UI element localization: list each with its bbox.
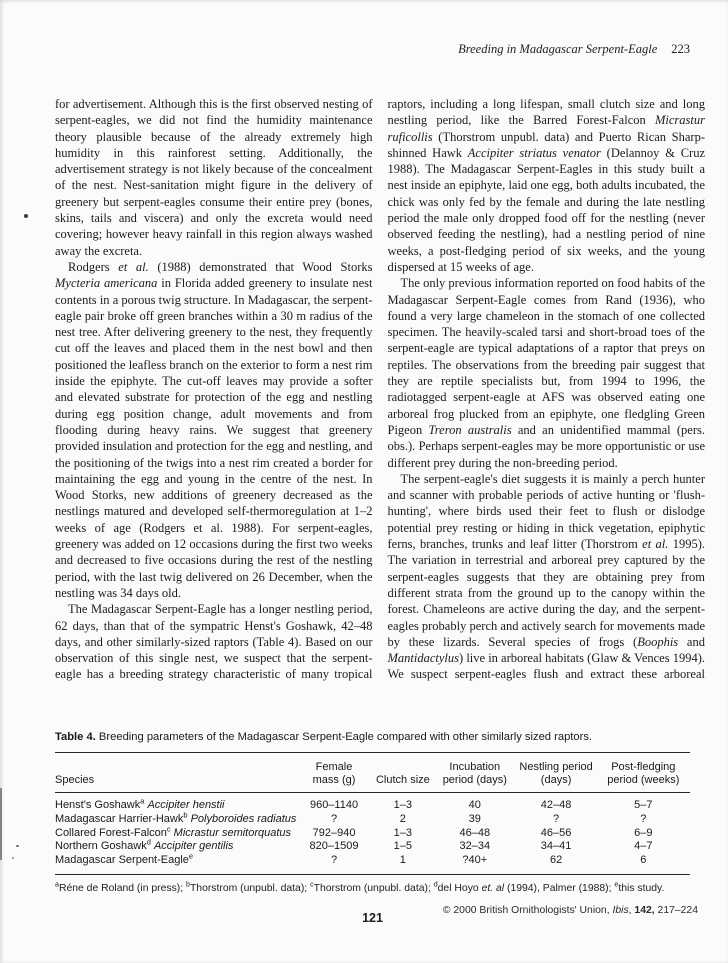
left-column (55, 96, 373, 716)
column-header: Clutch size (372, 753, 434, 793)
text-segment: Henst's Goshawk (55, 799, 141, 811)
text-segment: et. al (481, 882, 505, 894)
table-row (55, 854, 690, 874)
text-segment: a (55, 881, 59, 889)
text-segment: c (310, 881, 314, 889)
value-cell: 1 (399, 854, 406, 867)
table-header-row (55, 753, 690, 793)
paragraph (388, 471, 706, 683)
text-segment: and (678, 634, 705, 649)
text-segment: Breeding parameters of the Madagascar Serpent-Eagle compared with other similarly sized raptors. (95, 731, 593, 743)
text-segment: The Madagascar Serpent-Eagle has a longer nestling period, 62 days, than that of the sympatric Henst's Goshawk, 42–48 days, and other similarly-sized raptors (Table 4). Based on our observation of this single nest, we suspect that the serpent-eagle has a breeding strategy characteristic of many tropical (55, 602, 373, 682)
text-segment: a (140, 796, 145, 806)
paragraph (55, 259, 373, 601)
text-segment: © 2000 British Ornithologists' Union, (442, 905, 613, 916)
value-cell: 6 (640, 854, 647, 867)
table-header-row (55, 753, 690, 793)
scan-speck (12, 857, 14, 859)
text-segment: Réne de Roland (in press); (58, 882, 186, 894)
text-segment: e (614, 881, 619, 889)
text-segment: (1988) demonstrated that Wood Storks (148, 259, 373, 274)
value-cell: 960–1140 (309, 799, 359, 811)
column-header: Post-fledging period (weeks) (597, 753, 690, 793)
species-cell (55, 793, 296, 813)
text-segment: b (183, 810, 188, 820)
text-segment: (1994), Palmer (1988); (504, 882, 615, 894)
table-row (55, 840, 690, 854)
copyright-line (443, 905, 698, 916)
table-body (55, 793, 690, 875)
text-segment: Micrastur ruficollis (387, 113, 705, 144)
body-columns (55, 96, 705, 716)
value-cell: ?40+ (462, 854, 488, 867)
value-cell: ? (330, 812, 338, 825)
text-segment: Madagascar Harrier-Hawk (55, 812, 184, 825)
value-cell: ? (553, 812, 560, 825)
table-caption (55, 730, 690, 744)
running-head (55, 42, 705, 58)
text-segment: (Thorstrom unpubl. data) and Puerto Rican Sharp-shinned Hawk (387, 129, 705, 160)
value-cell: 1–5 (393, 840, 413, 853)
running-head-title: Breeding in Madagascar Serpent-Eagle (458, 42, 658, 56)
text-segment: et al. (642, 537, 669, 552)
value-cell: ? (330, 854, 338, 867)
text-segment: Accipiter henstii (147, 799, 225, 811)
text-segment: Polyboroides radiatus (190, 812, 297, 825)
value-cell: 34–41 (540, 840, 572, 853)
text-segment: Mycteria americana (55, 276, 158, 291)
value-cell: 1–3 (393, 826, 413, 839)
text-segment: and an unidentified mammal (pers. obs.). Perhaps serpent-eagles may be more opportunistic or use different prey during the non-breeding period. (387, 422, 705, 470)
column-header: Incubation period (days) (434, 753, 515, 793)
text-segment: Accipiter gentilis (153, 840, 234, 853)
page-number: 121 (362, 910, 383, 925)
value-cell: 6–9 (634, 826, 653, 839)
text-segment: Mantidactylus (387, 651, 460, 666)
value-cell: 46–48 (459, 826, 491, 839)
species-cell (55, 837, 296, 854)
column-header: Female mass (g) (296, 753, 371, 793)
value-cell: 40 (468, 799, 481, 811)
text-segment: d (433, 881, 438, 889)
text-segment: Treron australis (428, 422, 512, 437)
text-segment: The serpent-eagle's diet suggests it is mainly a perch hunter and scanner with probable periods of active hunting or 'flush-hunting', where birds used their feet to flush or dislodge potential prey resting or hiding in thick vegetation, epiphytic ferns, branches, trunks and leaf litter (Thorstrom (387, 471, 705, 552)
table-footnote (55, 882, 690, 895)
scan-edge-artifact (0, 788, 2, 860)
value-cell: 32–34 (459, 840, 491, 853)
text-segment: this study. (618, 882, 665, 894)
text-segment: Boophis (637, 634, 679, 649)
right-column (388, 96, 706, 716)
text-segment: 1995). The variation in terrestrial and arboreal prey captured by the serpent-eagles suggests that they are obtaining prey from different strata from the ground up to the canopy within the forest. Chameleons are active during the day, and the serpent-eagles probably perch and actively search for movements made by these lizards. Several species of frogs ( (387, 537, 705, 649)
species-cell (55, 810, 297, 827)
table-row (55, 793, 690, 813)
paragraph (388, 96, 706, 275)
text-segment: for advertisement. Although this is the first observed nesting of serpent-eagles, we did not find the humidity maintenance theory plausible because of the already extremely high humidity in this rainforest setting. Additionally, the advertisement strategy is not likely because of the concealment of the nest. Nest-sanitation might figure in the delivery of greenery but serpent-eagles consume their entire prey (bones, skins, tails and viscera) and only the excreta would need covering; however heavy rainfall in this region always washed away the excreta. (55, 97, 373, 258)
text-segment: 142, (634, 905, 655, 916)
text-segment: ) live in arboreal habitats (Glaw & Vences 1994). We suspect serpent-eagles flush and extract these arboreal (387, 651, 705, 682)
value-cell: 39 (468, 812, 481, 825)
text-segment: c (166, 823, 171, 833)
text-segment: Ibis (612, 905, 629, 916)
text-segment: Table 4. (55, 731, 96, 743)
text-segment: d (146, 837, 151, 847)
column-header: Nestling period (days) (516, 753, 597, 793)
text-segment: in Florida added greenery to insulate nest contents in a porous twig structure. In Madagascar, the serpent-eagle pair broke off green branches within a 30 m radius of the nest tree. After delivering greenery to the nest, they frequently cut off the leaves and placed them in the nest bowl and then positioned the leafless branch on the exterior to form a nest rim inside the epiphyte. The cut-off leaves may provide a softer and elevated substrate for protection of the egg and nestling during egg position change, adult movements and from flooding during heavy rains. We suggest that greenery provided insulation and protection for the egg and nestling, and the positioning of the twigs into a nest rim created a border for maintaining the egg and young in the centre of the nest. In Wood Storks, new additions of greenery decreased as the nestlings matured and developed self-thermoregulation at 1–2 weeks of age (Rodgers et al. 1988). For serpent-eagles, greenery was added on 12 occasions during the first two weeks and decreased to five occasions during the rest of the nestling period, with the last twig delivered on 26 December, when the nestling was 34 days old. (55, 276, 373, 600)
value-cell: 820–1509 (309, 840, 359, 853)
value-cell: 4–7 (634, 840, 653, 853)
value-cell: 5–7 (634, 799, 653, 811)
value-cell: ? (640, 812, 647, 825)
value-cell: 62 (549, 854, 563, 867)
text-segment: 217–224 (654, 905, 698, 916)
table-row (55, 813, 690, 827)
breeding-parameters-table (55, 752, 690, 875)
table-4-section (55, 730, 690, 895)
paragraph (55, 96, 373, 259)
value-cell: 1–3 (393, 799, 413, 811)
text-segment: Thorstrom (unpubl. data); (189, 882, 311, 894)
text-segment: Rodgers (68, 259, 119, 274)
species-cell (55, 823, 296, 841)
text-segment: Collared Forest-Falcon (55, 826, 167, 839)
column-header: Species (55, 753, 296, 793)
text-segment: Micrastur semitorquatus (173, 826, 292, 839)
species-cell (55, 851, 296, 874)
text-segment: Northern Goshawk (55, 840, 147, 853)
text-segment: , (628, 905, 635, 916)
paragraph (55, 601, 373, 682)
text-segment: (Delannoy & Cruz 1988). The Madagascar Serpent-Eagles in this study built a nest inside an epiphyte, laid one egg, both adults incubated, the chick was only fed by the female and during the late nestling period the male only dropped food off for the nestling (never observed feeding the nestling), had a nestling period of nine weeks, a post-fledging period of six weeks, and the young dispersed at 15 weeks of age. (387, 145, 705, 274)
value-cell: 46–56 (540, 826, 572, 839)
text-segment: b (186, 881, 190, 889)
text-segment: e (188, 851, 194, 861)
value-cell: 42–48 (540, 799, 572, 811)
value-cell: 792–940 (312, 826, 356, 839)
text-segment: Thorstrom (unpubl. data); (313, 882, 434, 894)
running-head-page-number: 223 (671, 42, 690, 56)
paragraph (388, 275, 706, 471)
value-cell: 2 (399, 812, 406, 825)
text-segment: et al. (118, 259, 149, 274)
scan-speck (16, 845, 19, 847)
scan-speck (24, 214, 28, 218)
text-segment: raptors, including a long lifespan, small clutch size and long nestling period, like the Barred Forest-Falcon (387, 97, 705, 128)
text-segment: del Hoyo (437, 882, 482, 894)
text-segment: Madagascar Serpent-Eagle (55, 854, 189, 867)
text-segment: Accipiter striatus venator (467, 145, 601, 160)
text-segment: The only previous information reported on food habits of the Madagascar Serpent-Eagle comes from Rand (1936), who found a very large chameleon in the stomach of one collected specimen. The heavily-scaled tarsi and short-broad toes of the serpent-eagle are typical adaptations of a raptor that preys on reptiles. The observations from the breeding pair suggest that they are reptile specialists but, from 1994 to 1996, the radiotagged serpent-eagle at AFS was observed eating one arboreal frog plucked from an epiphyte, one fledgling Green Pigeon (387, 276, 705, 437)
